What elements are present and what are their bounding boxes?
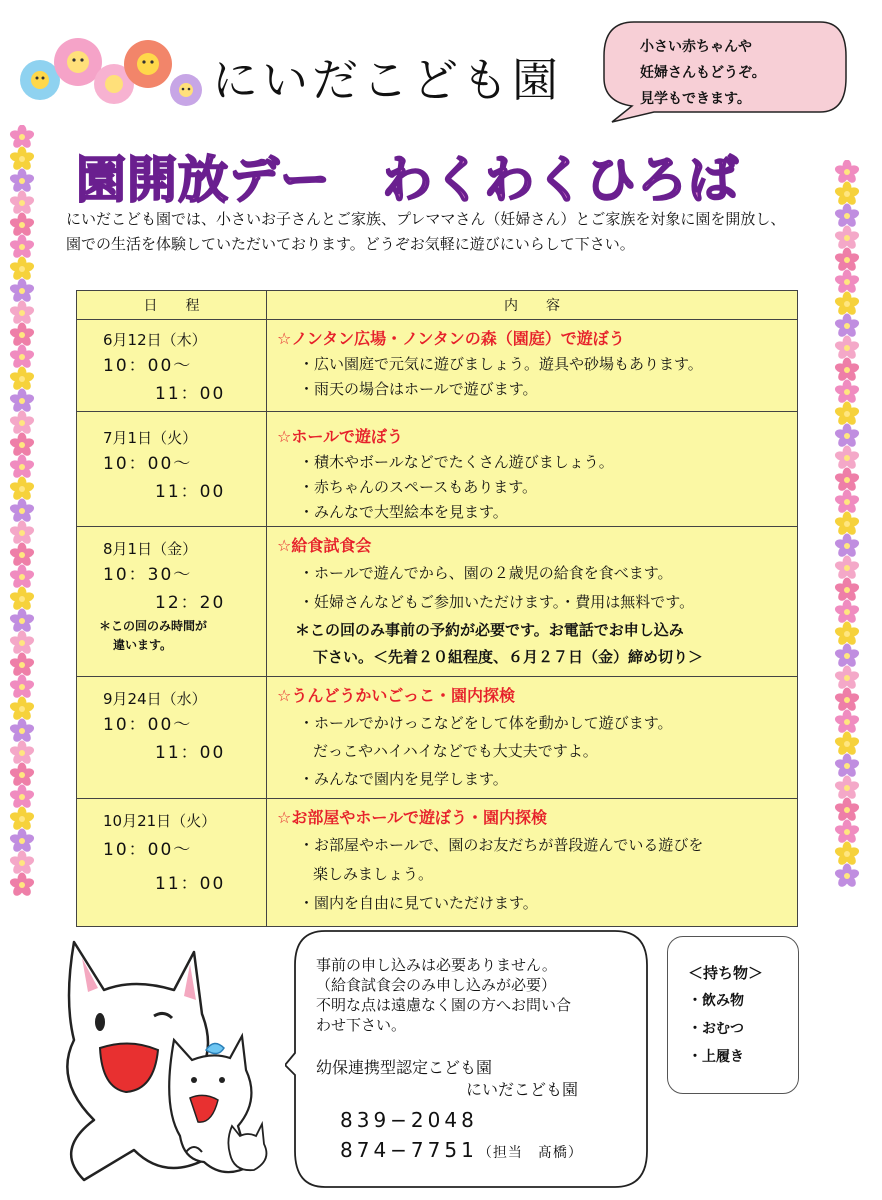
table-header-row [77,291,798,320]
intro-line: にいだこども園では、小さいお子さんとご家族、プレママさん（妊婦さん）とご家族を対象に園を開放し、 [66,210,786,228]
border-flower-icon [834,336,861,361]
column-header-content: 内 容 [267,291,798,320]
event-detail: ・積木やボールなどでたくさん遊びましょう。 [299,453,614,471]
date-cell [77,677,267,799]
table-row [77,799,798,927]
border-flower-icon [834,226,861,251]
reservation-note: ＊この回のみ事前の予約が必要です。お電話でお申し込み [295,621,684,639]
event-date: 9月24日（水） [103,690,207,708]
event-time-end: 11：00 [155,482,226,502]
content-cell [267,677,798,799]
organization-school: にいだこども園 [466,1080,579,1099]
flower-border-right [833,160,861,900]
event-title: ☆ホールで遊ぼう [277,427,404,446]
border-flower-icon [834,754,861,779]
border-flower-icon [834,270,861,295]
schedule-table [76,290,798,927]
event-detail: だっこやハイハイなどでも大丈夫ですよ。 [313,742,598,760]
border-flower-icon [9,499,36,524]
site-title: にいだこども園 [212,53,562,107]
info-line: 不明な点は遠慮なく園の方へお問い合 [316,996,572,1014]
event-date: 7月1日（火） [103,429,198,447]
border-flower-icon [834,644,861,669]
content-cell [267,799,798,927]
border-flower-icon [834,292,861,317]
border-flower-icon [834,248,861,273]
event-title: ☆ノンタン広場・ノンタンの森（園庭）で遊ぼう [277,329,625,348]
border-flower-icon [9,257,36,282]
border-flower-icon [9,279,36,304]
event-date: 8月1日（金） [103,540,198,558]
border-flower-icon [9,213,36,238]
border-flower-icon [834,556,861,581]
bubble-line: 小さい赤ちゃんや [640,39,752,55]
event-time-start: 10：00～ [103,840,193,860]
bubble-text [640,34,840,112]
border-flower-icon [834,578,861,603]
border-flower-icon [834,468,861,493]
border-flower-icon [9,719,36,744]
items-title: ＜持ち物＞ [688,964,764,982]
table-row [77,412,798,527]
border-flower-icon [9,521,36,546]
phone-number-row [316,1135,646,1168]
event-time-start: 10：00～ [103,454,193,474]
content-cell [267,527,798,677]
time-note: ＊この回のみ時間が [99,619,208,633]
border-flower-icon [9,367,36,392]
date-cell [77,412,267,527]
border-flower-icon [834,534,861,559]
border-flower-icon [834,688,861,713]
border-flower-icon [9,829,36,854]
border-flower-icon [9,433,36,458]
event-detail: ・雨天の場合はホールで遊びます。 [299,380,538,398]
item: ・上履き [688,1049,744,1065]
event-time-start: 10：00～ [103,356,193,376]
border-flower-icon [9,763,36,788]
event-detail: ・ホールで遊んでから、園の２歳児の給食を食べます。 [299,564,673,582]
event-detail: ・赤ちゃんのスペースもあります。 [299,478,538,496]
phone-number: 874−7751 [340,1138,478,1162]
border-flower-icon [9,235,36,260]
border-flower-icon [834,204,861,229]
event-date: 10月21日（火） [103,812,217,830]
time-note: 違います。 [113,638,173,652]
border-flower-icon [9,411,36,436]
event-title: ☆うんどうかいごっこ・園内探検 [277,686,516,705]
table-row [77,320,798,412]
bubble-line: 見学もできます。 [640,91,751,107]
event-time-end: 11：00 [155,384,226,404]
date-cell [77,799,267,927]
border-flower-icon [9,851,36,876]
bubble-line: 妊婦さんもどうぞ。 [640,65,766,81]
border-flower-icon [834,446,861,471]
organization-name [316,1057,646,1101]
table-row [77,677,798,799]
table-row [77,527,798,677]
event-detail: ・広い園庭で元気に遊びましょう。遊具や砂場もあります。 [299,355,703,373]
border-flower-icon [9,631,36,656]
border-flower-icon [834,380,861,405]
border-flower-icon [834,820,861,845]
border-flower-icon [834,732,861,757]
border-flower-icon [9,169,36,194]
info-line: わせ下さい。 [316,1016,407,1034]
border-flower-icon [9,345,36,370]
info-line: 事前の申し込みは必要ありません。 [316,956,557,974]
main-heading: 園開放デー わくわくひろば [76,151,739,209]
event-detail: ・園内を自由に見ていただけます。 [299,894,538,912]
info-line: （給食試食会のみ申し込みが必要） [316,976,557,994]
border-flower-icon [9,191,36,216]
border-flower-icon [9,477,36,502]
content-cell [267,412,798,527]
item: ・おむつ [688,1021,744,1037]
border-flower-icon [9,125,36,150]
phone-number: 839−2048 [340,1108,478,1132]
border-flower-icon [9,543,36,568]
border-flower-icon [9,807,36,832]
column-header-date: 日 程 [77,291,267,320]
border-flower-icon [834,424,861,449]
content-cell [267,320,798,412]
border-flower-icon [9,675,36,700]
border-flower-icon [834,864,861,889]
event-time-end: 11：00 [155,874,226,894]
border-flower-icon [834,314,861,339]
event-time-end: 12：20 [155,593,226,613]
item: ・飲み物 [688,993,744,1009]
event-detail: ・みんなで大型絵本を見ます。 [299,503,508,521]
date-cell [77,527,267,677]
event-title: ☆給食試食会 [277,536,372,555]
border-flower-icon [834,402,861,427]
organization-type: 幼保連携型認定こども園 [316,1058,493,1077]
date-cell [77,320,267,412]
info-text [316,955,646,1168]
border-flower-icon [9,301,36,326]
border-flower-icon [9,741,36,766]
border-flower-icon [834,160,861,185]
border-flower-icon [9,147,36,172]
border-flower-icon [9,653,36,678]
event-detail: 楽しみましょう。 [313,865,434,883]
reservation-note: 下さい。＜先着２０組程度、６月２７日（金）締め切り＞ [313,648,704,666]
flower-border-left [8,125,36,900]
event-title: ☆お部屋やホールで遊ぼう・園内探検 [277,808,548,827]
border-flower-icon [834,622,861,647]
event-detail: ・ホールでかけっこなどをして体を動かして遊びます。 [299,714,673,732]
border-flower-icon [9,873,36,898]
event-time-start: 10：30～ [103,565,193,585]
intro-line: 園での生活を体験していただいております。どうぞお気軽に遊びにいらして下さい。 [66,235,635,253]
border-flower-icon [9,587,36,612]
event-detail: ・みんなで園内を見学します。 [299,770,508,788]
items-list [688,962,763,1068]
border-flower-icon [834,358,861,383]
border-flower-icon [834,842,861,867]
flower-illustration [18,34,208,114]
border-flower-icon [9,389,36,414]
cat-characters-illustration [34,930,304,1190]
border-flower-icon [9,455,36,480]
border-flower-icon [834,776,861,801]
intro-text [66,207,836,257]
border-flower-icon [834,710,861,735]
border-flower-icon [834,512,861,537]
event-date: 6月12日（木） [103,331,207,349]
event-time-start: 10：00～ [103,715,193,735]
border-flower-icon [9,565,36,590]
event-detail: ・お部屋やホールで、園のお友だちが普段遊んでいる遊びを [299,836,704,854]
border-flower-icon [9,609,36,634]
border-flower-icon [834,798,861,823]
event-time-end: 11：00 [155,743,226,763]
border-flower-icon [9,323,36,348]
contact-person: （担当 髙橋） [477,1145,583,1161]
border-flower-icon [9,697,36,722]
border-flower-icon [834,666,861,691]
event-detail: ・妊婦さんなどもご参加いただけます。・費用は無料です。 [299,593,695,611]
border-flower-icon [834,600,861,625]
border-flower-icon [9,785,36,810]
border-flower-icon [834,490,861,515]
border-flower-icon [834,182,861,207]
